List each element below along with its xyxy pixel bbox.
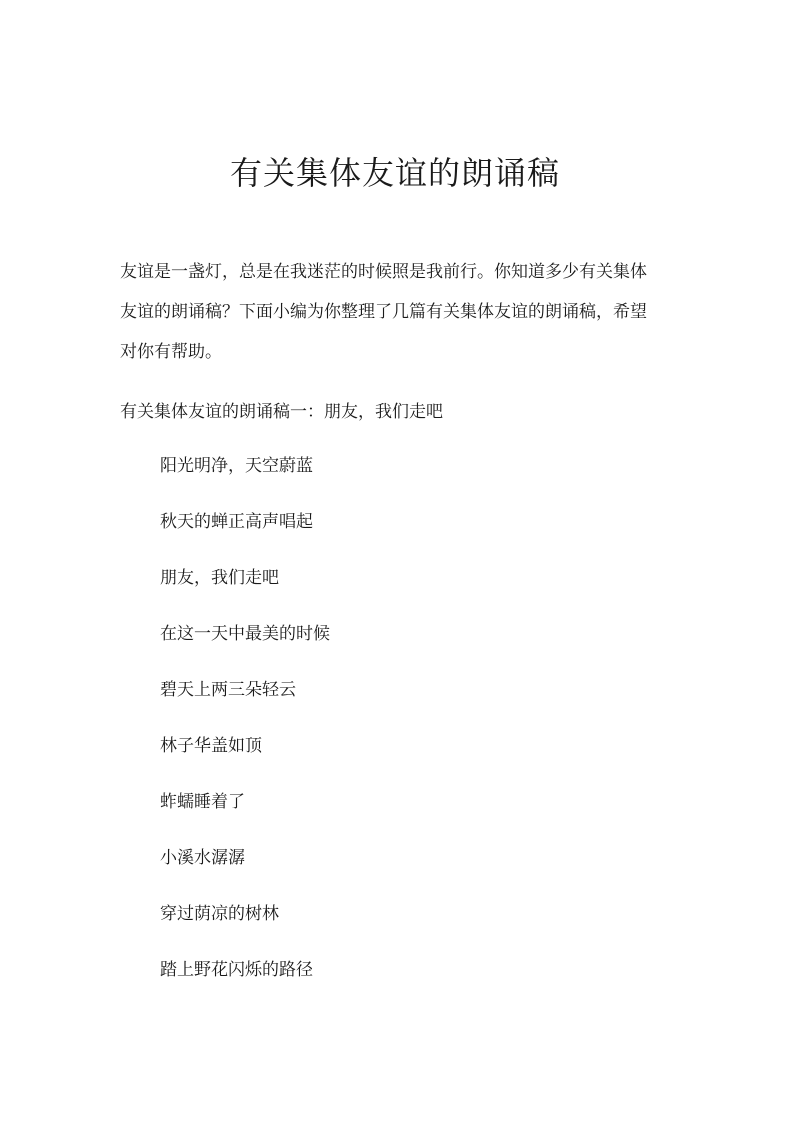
intro-paragraph: [120, 252, 680, 372]
poem-line: 穿过荫凉的树林: [160, 904, 279, 924]
intro-line: 友谊是一盏灯，总是在我迷茫的时候照是我前行。你知道多少有关集体: [120, 262, 647, 282]
poem: [160, 452, 330, 1012]
poem-line: 朋友，我们走吧: [160, 568, 279, 588]
poem-line: 秋天的蝉正高声唱起: [160, 512, 313, 532]
poem-line: 在这一天中最美的时候: [160, 624, 330, 644]
poem-line: 蚱蠕睡着了: [160, 792, 245, 812]
intro-line: 友谊的朗诵稿？下面小编为你整理了几篇有关集体友谊的朗诵稿，希望: [120, 302, 647, 322]
poem-line: 碧天上两三朵轻云: [160, 680, 296, 700]
intro-line: 对你有帮助。: [120, 342, 222, 362]
poem-line: 小溪水潺潺: [160, 848, 245, 868]
poem-line: 林子华盖如顶: [160, 736, 262, 756]
poem-line: 踏上野花闪烁的路径: [160, 960, 313, 980]
poem-line: 阳光明净，天空蔚蓝: [160, 456, 313, 476]
section-heading: 有关集体友谊的朗诵稿一：朋友，我们走吧: [120, 402, 443, 422]
document-title: 有关集体友谊的朗诵稿: [229, 154, 560, 192]
